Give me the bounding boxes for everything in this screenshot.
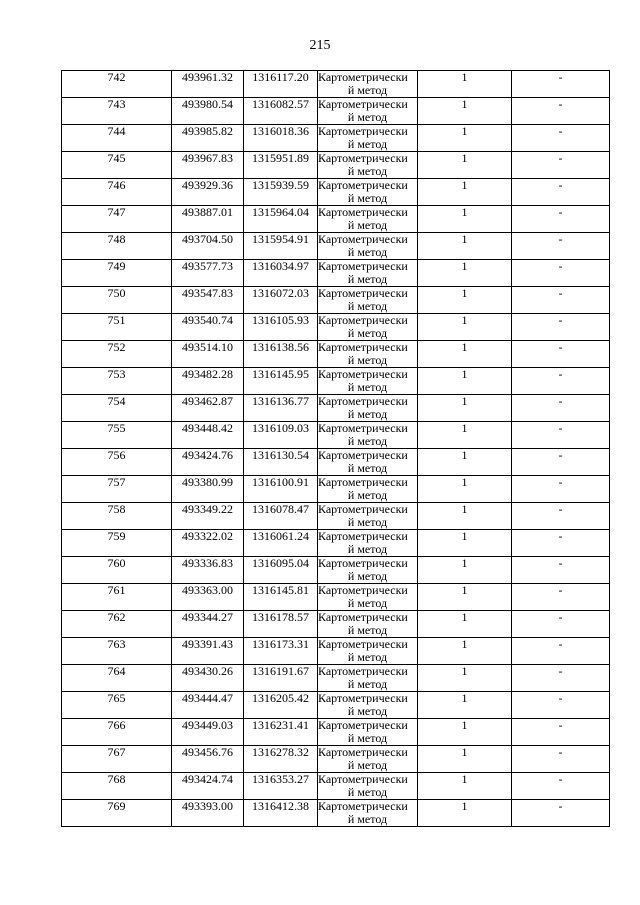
method-cell [318,746,418,773]
method-text-line2: й метод [347,407,388,421]
method-text-line2: й метод [347,515,388,529]
method-text-line2: й метод [347,650,388,664]
method-text-line1: Картометрически [318,97,408,111]
x-coordinate-cell: 493448.42 [172,422,244,449]
x-coordinate-cell: 493363.00 [172,584,244,611]
accuracy-cell: 1 [418,584,512,611]
x-coordinate-cell: 493540.74 [172,314,244,341]
method-text-line2: й метод [347,488,388,502]
point-number-cell: 761 [62,584,172,611]
y-coordinate-cell: 1315939.59 [244,179,318,206]
accuracy-cell: 1 [418,719,512,746]
method-text-line1: Картометрически [318,799,408,813]
table-row [62,476,610,503]
y-coordinate-cell: 1315954.91 [244,233,318,260]
accuracy-cell: 1 [418,179,512,206]
method-cell [318,800,418,827]
note-cell: - [512,719,610,746]
table-row [62,368,610,395]
accuracy-cell: 1 [418,314,512,341]
method-text-line1: Картометрически [318,394,408,408]
method-text-line2: й метод [347,704,388,718]
page-number: 215 [309,38,331,53]
method-text-line2: й метод [347,569,388,583]
point-number-cell: 760 [62,557,172,584]
method-text-line2: й метод [347,137,388,151]
y-coordinate-cell: 1316145.81 [244,584,318,611]
table-row [62,692,610,719]
table-row [62,773,610,800]
method-cell [318,503,418,530]
table-row [62,206,610,233]
note-cell: - [512,611,610,638]
accuracy-cell: 1 [418,476,512,503]
y-coordinate-cell: 1316078.47 [244,503,318,530]
table-row [62,152,610,179]
note-cell: - [512,584,610,611]
y-coordinate-cell: 1316278.32 [244,746,318,773]
y-coordinate-cell: 1316136.77 [244,395,318,422]
coordinates-table [61,70,610,827]
point-number-cell: 758 [62,503,172,530]
table-row [62,665,610,692]
method-text-line2: й метод [347,758,388,772]
accuracy-cell: 1 [418,98,512,125]
accuracy-cell: 1 [418,746,512,773]
method-text-line1: Картометрически [318,205,408,219]
method-cell [318,287,418,314]
accuracy-cell: 1 [418,611,512,638]
method-text-line2: й метод [347,731,388,745]
method-text-line1: Картометрически [318,772,408,786]
table-row [62,233,610,260]
point-number-cell: 768 [62,773,172,800]
point-number-cell: 769 [62,800,172,827]
x-coordinate-cell: 493577.73 [172,260,244,287]
x-coordinate-cell: 493547.83 [172,287,244,314]
method-text-line2: й метод [347,164,388,178]
accuracy-cell: 1 [418,503,512,530]
point-number-cell: 742 [62,71,172,98]
table-row [62,71,610,98]
x-coordinate-cell: 493980.54 [172,98,244,125]
note-cell: - [512,314,610,341]
method-text-line2: й метод [347,83,388,97]
x-coordinate-cell: 493393.00 [172,800,244,827]
method-text-line2: й метод [347,245,388,259]
point-number-cell: 767 [62,746,172,773]
note-cell: - [512,422,610,449]
x-coordinate-cell: 493482.28 [172,368,244,395]
method-text-line1: Картометрически [318,718,408,732]
y-coordinate-cell: 1316145.95 [244,368,318,395]
method-text-line2: й метод [347,299,388,313]
method-text-line2: й метод [347,380,388,394]
method-cell [318,368,418,395]
y-coordinate-cell: 1316082.57 [244,98,318,125]
y-coordinate-cell: 1316100.91 [244,476,318,503]
accuracy-cell: 1 [418,152,512,179]
method-text-line1: Картометрически [318,475,408,489]
method-text-line2: й метод [347,353,388,367]
table-row [62,557,610,584]
accuracy-cell: 1 [418,206,512,233]
y-coordinate-cell: 1316173.31 [244,638,318,665]
point-number-cell: 745 [62,152,172,179]
point-number-cell: 765 [62,692,172,719]
note-cell: - [512,773,610,800]
table-body [62,71,610,827]
y-coordinate-cell: 1315964.04 [244,206,318,233]
x-coordinate-cell: 493456.76 [172,746,244,773]
point-number-cell: 764 [62,665,172,692]
method-text-line1: Картометрически [318,421,408,435]
method-text-line1: Картометрически [318,745,408,759]
point-number-cell: 746 [62,179,172,206]
method-cell [318,530,418,557]
accuracy-cell: 1 [418,341,512,368]
method-cell [318,206,418,233]
note-cell: - [512,665,610,692]
y-coordinate-cell: 1316178.57 [244,611,318,638]
method-text-line2: й метод [347,623,388,637]
method-cell [318,719,418,746]
x-coordinate-cell: 493929.36 [172,179,244,206]
method-cell [318,179,418,206]
method-cell [318,665,418,692]
table-row [62,422,610,449]
accuracy-cell: 1 [418,692,512,719]
y-coordinate-cell: 1316105.93 [244,314,318,341]
point-number-cell: 757 [62,476,172,503]
note-cell: - [512,98,610,125]
x-coordinate-cell: 493380.99 [172,476,244,503]
accuracy-cell: 1 [418,638,512,665]
method-cell [318,395,418,422]
point-number-cell: 755 [62,422,172,449]
note-cell: - [512,179,610,206]
table-row [62,584,610,611]
note-cell: - [512,125,610,152]
method-cell [318,260,418,287]
note-cell: - [512,503,610,530]
x-coordinate-cell: 493462.87 [172,395,244,422]
method-text-line2: й метод [347,218,388,232]
accuracy-cell: 1 [418,287,512,314]
accuracy-cell: 1 [418,395,512,422]
y-coordinate-cell: 1316061.24 [244,530,318,557]
table-row [62,503,610,530]
method-cell [318,638,418,665]
x-coordinate-cell: 493349.22 [172,503,244,530]
table-row [62,611,610,638]
x-coordinate-cell: 493449.03 [172,719,244,746]
table-row [62,287,610,314]
method-text-line1: Картометрически [318,313,408,327]
note-cell: - [512,530,610,557]
point-number-cell: 749 [62,260,172,287]
method-cell [318,476,418,503]
x-coordinate-cell: 493391.43 [172,638,244,665]
accuracy-cell: 1 [418,773,512,800]
method-cell [318,98,418,125]
point-number-cell: 754 [62,395,172,422]
method-text-line1: Картометрически [318,556,408,570]
method-cell [318,692,418,719]
note-cell: - [512,368,610,395]
method-cell [318,773,418,800]
y-coordinate-cell: 1316117.20 [244,71,318,98]
x-coordinate-cell: 493430.26 [172,665,244,692]
point-number-cell: 743 [62,98,172,125]
table-row [62,746,610,773]
point-number-cell: 744 [62,125,172,152]
note-cell: - [512,152,610,179]
method-text-line1: Картометрически [318,70,408,84]
x-coordinate-cell: 493985.82 [172,125,244,152]
table-row [62,530,610,557]
y-coordinate-cell: 1316191.67 [244,665,318,692]
accuracy-cell: 1 [418,260,512,287]
method-text-line1: Картометрически [318,610,408,624]
method-text-line1: Картометрически [318,286,408,300]
y-coordinate-cell: 1316130.54 [244,449,318,476]
y-coordinate-cell: 1316205.42 [244,692,318,719]
point-number-cell: 752 [62,341,172,368]
table-row [62,395,610,422]
table-row [62,125,610,152]
accuracy-cell: 1 [418,368,512,395]
y-coordinate-cell: 1315951.89 [244,152,318,179]
method-text-line1: Картометрически [318,151,408,165]
method-cell [318,341,418,368]
y-coordinate-cell: 1316072.03 [244,287,318,314]
point-number-cell: 750 [62,287,172,314]
accuracy-cell: 1 [418,125,512,152]
method-text-line1: Картометрически [318,529,408,543]
method-text-line1: Картометрически [318,367,408,381]
note-cell: - [512,287,610,314]
note-cell: - [512,395,610,422]
method-text-line1: Картометрически [318,583,408,597]
note-cell: - [512,71,610,98]
method-text-line1: Картометрически [318,124,408,138]
y-coordinate-cell: 1316034.97 [244,260,318,287]
method-text-line2: й метод [347,110,388,124]
accuracy-cell: 1 [418,233,512,260]
note-cell: - [512,557,610,584]
method-cell [318,71,418,98]
method-text-line1: Картометрически [318,340,408,354]
x-coordinate-cell: 493322.02 [172,530,244,557]
note-cell: - [512,476,610,503]
method-cell [318,557,418,584]
method-text-line1: Картометрически [318,637,408,651]
table-row [62,719,610,746]
method-cell [318,584,418,611]
x-coordinate-cell: 493336.83 [172,557,244,584]
y-coordinate-cell: 1316018.36 [244,125,318,152]
x-coordinate-cell: 493887.01 [172,206,244,233]
y-coordinate-cell: 1316353.27 [244,773,318,800]
accuracy-cell: 1 [418,665,512,692]
point-number-cell: 747 [62,206,172,233]
method-text-line2: й метод [347,272,388,286]
method-text-line1: Картометрически [318,448,408,462]
table-row [62,800,610,827]
method-text-line2: й метод [347,461,388,475]
note-cell: - [512,746,610,773]
note-cell: - [512,341,610,368]
note-cell: - [512,692,610,719]
note-cell: - [512,800,610,827]
x-coordinate-cell: 493424.74 [172,773,244,800]
x-coordinate-cell: 493444.47 [172,692,244,719]
method-text-line2: й метод [347,677,388,691]
method-text-line2: й метод [347,785,388,799]
point-number-cell: 756 [62,449,172,476]
method-text-line2: й метод [347,326,388,340]
accuracy-cell: 1 [418,530,512,557]
y-coordinate-cell: 1316231.41 [244,719,318,746]
method-cell [318,422,418,449]
point-number-cell: 751 [62,314,172,341]
method-cell [318,314,418,341]
method-text-line2: й метод [347,596,388,610]
method-text-line1: Картометрически [318,178,408,192]
y-coordinate-cell: 1316095.04 [244,557,318,584]
method-text-line1: Картометрически [318,502,408,516]
x-coordinate-cell: 493424.76 [172,449,244,476]
table-row [62,314,610,341]
point-number-cell: 759 [62,530,172,557]
accuracy-cell: 1 [418,800,512,827]
method-text-line1: Картометрически [318,664,408,678]
method-cell [318,611,418,638]
method-text-line2: й метод [347,812,388,826]
method-text-line1: Картометрически [318,232,408,246]
note-cell: - [512,638,610,665]
x-coordinate-cell: 493514.10 [172,341,244,368]
point-number-cell: 753 [62,368,172,395]
y-coordinate-cell: 1316109.03 [244,422,318,449]
accuracy-cell: 1 [418,71,512,98]
method-cell [318,152,418,179]
y-coordinate-cell: 1316138.56 [244,341,318,368]
table-row [62,341,610,368]
table-row [62,449,610,476]
method-text-line1: Картометрически [318,691,408,705]
method-text-line2: й метод [347,434,388,448]
method-cell [318,233,418,260]
table-row [62,98,610,125]
x-coordinate-cell: 493344.27 [172,611,244,638]
x-coordinate-cell: 493704.50 [172,233,244,260]
accuracy-cell: 1 [418,422,512,449]
accuracy-cell: 1 [418,449,512,476]
method-cell [318,449,418,476]
table-row [62,260,610,287]
method-text-line2: й метод [347,542,388,556]
table-row [62,179,610,206]
point-number-cell: 763 [62,638,172,665]
accuracy-cell: 1 [418,557,512,584]
point-number-cell: 762 [62,611,172,638]
point-number-cell: 748 [62,233,172,260]
note-cell: - [512,206,610,233]
method-cell [318,125,418,152]
method-text-line2: й метод [347,191,388,205]
x-coordinate-cell: 493961.32 [172,71,244,98]
note-cell: - [512,260,610,287]
table-row [62,638,610,665]
method-text-line1: Картометрически [318,259,408,273]
point-number-cell: 766 [62,719,172,746]
note-cell: - [512,233,610,260]
y-coordinate-cell: 1316412.38 [244,800,318,827]
x-coordinate-cell: 493967.83 [172,152,244,179]
note-cell: - [512,449,610,476]
